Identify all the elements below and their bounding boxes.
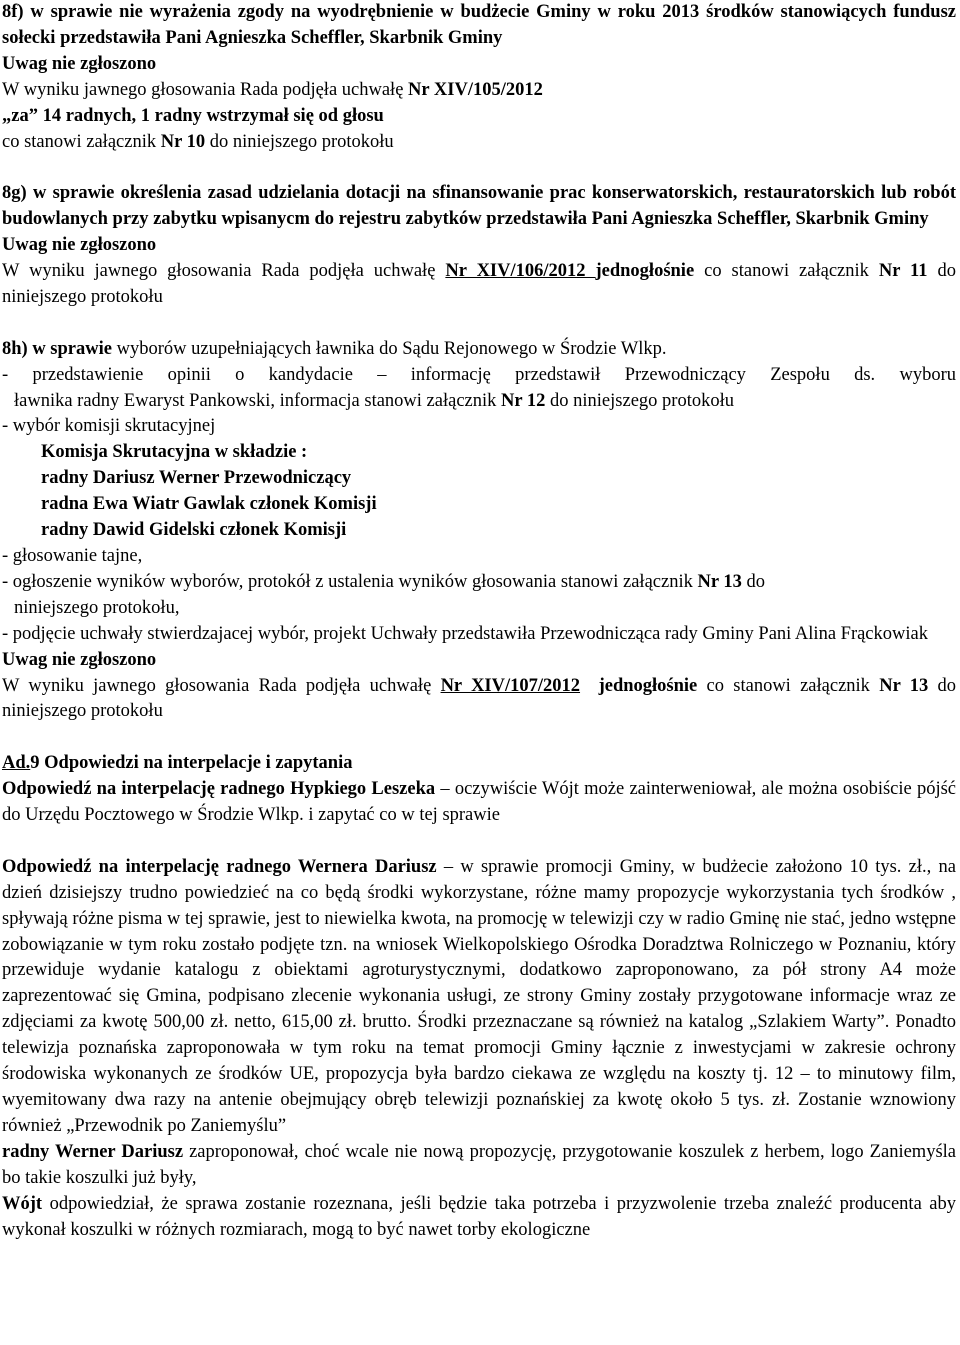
ad9-heading-text: 9 Odpowiedzi na interpelacje i zapytania: [30, 753, 353, 774]
unanimous-label: jednogłośnie: [598, 675, 698, 696]
annex-number: Nr 13: [697, 571, 742, 592]
ad9-wojt-reply: [2, 1192, 956, 1244]
answer-2-heading: Odpowiedź na interpelację radnego Wernera Dariusz: [2, 856, 437, 877]
wojt-text: odpowiedział, że sprawa zostanie rozeznana, jeśli będzie taka potrzeba i przyzwolenie trzeba znaleźć producenta aby wykonał koszulki w różnych rozmiarach, mogą to być nawet torby ekologiczne: [2, 1193, 956, 1240]
commission-member-3: radny Dawid Gidelski członek Komisji: [41, 520, 347, 541]
section-8h-opinion-line-1: - przedstawienie opinii o kandydacie – informację przedstawił Przewodniczący Zespołu ds. wyboru: [2, 364, 956, 385]
section-8f-no-remarks: Uwag nie zgłoszono: [2, 53, 157, 74]
section-8h-title: [2, 337, 956, 363]
opinion-post: do niniejszego protokołu: [545, 390, 734, 411]
vote-post: co stanowi załącznik: [697, 675, 880, 696]
section-8f-vote: [2, 78, 956, 104]
title-bold: 8h) w sprawie: [2, 338, 112, 359]
resolution-number: Nr XIV/107/2012: [440, 675, 581, 696]
section-8g-vote: [2, 259, 956, 311]
section-8h-adoption: - podjęcie uchwały stwierdzajacej wybór, projekt Uchwały przedstawiła Przewodnicząca rady Gminy Pani Alina Frąckowiak: [2, 623, 928, 644]
ad9-heading: [2, 751, 956, 777]
vote-intro: W wyniku jawnego głosowania Rada podjęła uchwałę: [2, 261, 446, 282]
vote-intro: W wyniku jawnego głosowania Rada podjęła uchwałę: [2, 79, 409, 100]
annex-number: Nr 11: [878, 261, 928, 282]
unanimous-label: jednogłośnie: [595, 261, 695, 282]
section-8f-title: 8f) w sprawie nie wyrażenia zgody na wyodrębnienie w budżecie Gminy w roku 2013 środków stanowiących fundusz sołecki przedstawiła Pani Agnieszka Scheffler, Skarbnik Gminy: [2, 2, 956, 48]
answer-2-text: – w sprawie promocji Gminy, w budżecie założono 10 tys. zł., na dzień dzisiejszy trudno powiedzieć na co będą środki wykorzystane, różne mamy propozycje wykorzystania tych środków , spływają różne pisma w tej sprawie, jest to niewielka kwota, na promocję w telewizji czy w radio Gminę nie stać, jedno wstępne zobowiązanie w tym roku zostało podjęte tzn. na wniosek Wielkopolskiego Ośrodka Doradztwa Rolniczego w Poznaniu, który przewiduje wydanie katalogu z obiektami agroturystycznymi, dodatkowo zaproponowano, za pół strony A4 może zaprezentować się Gmina, podpisano zlecenie wykonania usługi, ze strony Gminy zostały przygotowane informacje wraz ze zdjęciami za kwotę 500,00 zł. netto, 615,00 zł. brutto. Środki przeznaczane są również na katalog „Szlakiem Warty”. Ponadto telewizja poznańska zaproponowała w tym roku na temat promocji Gminy łącznie z inwestycjami w zakresie ochrony środowiska wykonanych ze środków UE, propozycja była bardzo ciekawa ze względu na koszty tj. 12 – to minutowy film, wyemitowany dwa razy na antenie obejmujący obręb telewizji poznańskiej za kwotę około 5 tys. zł. Zostanie wznowiony również „Przewodnik po Zaniemyślu”: [2, 856, 956, 1136]
commission-member-2: radna Ewa Wiatr Gawlak członek Komisji: [41, 494, 377, 515]
ad9-answer-1: [2, 777, 956, 829]
section-8h-opinion-line-2: [2, 389, 956, 415]
annex-number: Nr 12: [501, 390, 546, 411]
vote-intro: W wyniku jawnego głosowania Rada podjęła uchwałę: [2, 675, 441, 696]
ad9-answer-2: [2, 855, 956, 1140]
results-post: do: [741, 571, 765, 592]
annex-post: do niniejszego protokołu: [2, 675, 956, 722]
section-8h-no-remarks: Uwag nie zgłoszono: [2, 649, 157, 670]
title-rest: wyborów uzupełniających ławnika do Sądu Rejonowego w Środzie Wlkp.: [111, 338, 667, 359]
section-8h-vote: [2, 674, 956, 726]
resolution-number: Nr XIV/106/2012: [445, 261, 596, 282]
wojt-name: Wójt: [2, 1193, 43, 1214]
results-pre: - ogłoszenie wyników wyborów, protokół z ustalenia wyników głosowania stanowi załącznik: [2, 571, 698, 592]
section-8h-results-line-2: niniejszego protokołu,: [14, 597, 180, 618]
annex-post: do niniejszego protokołu: [205, 131, 394, 152]
commission-member-1: radny Dariusz Werner Przewodniczący: [41, 468, 352, 489]
werner-name: radny Werner Dariusz: [2, 1141, 184, 1162]
annex-post: do niniejszego protokołu: [2, 261, 957, 307]
section-8g-title: 8g) w sprawie określenia zasad udzielania dotacji na sfinansowanie prac konserwatorskich, restauratorskich lub robót budowlanych przy zabytku wpisanycm do rejestru zabytków przedstawiła Pani Agnieszka Scheffler, Skarbnik Gminy: [2, 183, 956, 230]
werner-text: zaproponował, choć wcale nie nową propozycję, przygotowanie koszulek z herbem, logo Zaniemyśla bo takie koszulki już były,: [2, 1141, 956, 1188]
section-8h-secret-vote: - głosowanie tajne,: [2, 546, 143, 566]
answer-1-text: – oczywiście Wójt może zainterweniował, ale można osobiście pójść do Urzędu Pocztowego w Środzie Wlkp. i zapytać co w tej sprawie: [2, 779, 957, 826]
section-8h-results-line-1: [2, 570, 956, 596]
answer-1-heading: Odpowiedź na interpelację radnego Hypkiego Leszeka: [2, 779, 436, 800]
vote-post: co stanowi załącznik: [694, 261, 879, 282]
section-8f-annex: [2, 130, 956, 156]
opinion-pre: ławnika radny Ewaryst Pankowski, informacja stanowi załącznik: [14, 390, 502, 411]
section-8h-commission-choice: - wybór komisji skrutacyjnej: [2, 416, 216, 437]
section-8g-no-remarks: Uwag nie zgłoszono: [2, 235, 157, 256]
annex-number: Nr 13: [879, 675, 929, 696]
annex-pre: co stanowi załącznik: [2, 131, 161, 152]
ad9-werner-proposal: [2, 1140, 956, 1192]
section-8f-vote-result: „za” 14 radnych, 1 radny wstrzymał się od głosu: [2, 105, 384, 126]
ad-label: Ad.: [2, 753, 31, 774]
resolution-number: Nr XIV/105/2012: [408, 79, 543, 100]
commission-title: Komisja Skrutacyjna w składzie :: [41, 442, 308, 463]
annex-number: Nr 10: [160, 131, 206, 152]
